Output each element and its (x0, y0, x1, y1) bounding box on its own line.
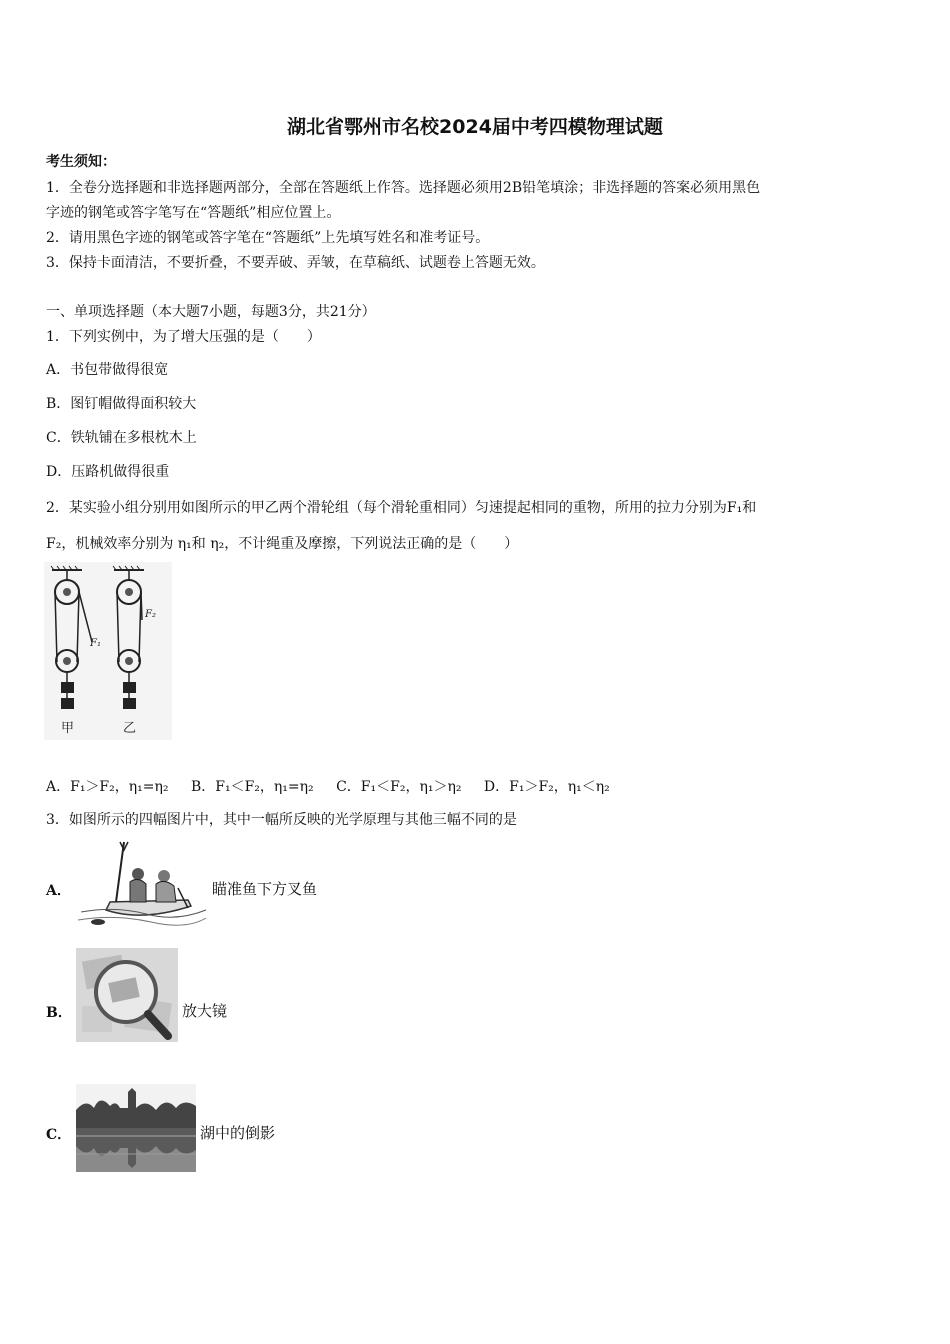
page-title: 湖北省鄂州市名校2024届中考四模物理试题 (287, 116, 663, 138)
question-2-option-c: C．F₁＜F₂，η₁＞η₂ (336, 779, 462, 795)
question-3-option-a-label: A． (46, 883, 71, 899)
pulley-figure (44, 562, 172, 740)
lake-reflection-image (76, 1084, 196, 1172)
question-2-option-b: B．F₁＜F₂，η₁=η₂ (190, 779, 314, 795)
figure-label-jia: 甲 (61, 721, 75, 736)
question-3-option-c-caption: 湖中的倒影 (200, 1124, 276, 1142)
notice-item: 1．全卷分选择题和非选择题两部分，全部在答题纸上作答。选择题必须用2B铅笔填涂；非选择题的答案必须用黑色 (46, 180, 761, 196)
question-2-stem-line1: 2．某实验小组分别用如图所示的甲乙两个滑轮组（每个滑轮重相同）匀速提起相同的重物，所用的拉力分别为F₁和 (46, 500, 757, 516)
notice-heading: 考生须知： (46, 154, 116, 170)
question-3-option-a-caption: 瞄准鱼下方叉鱼 (212, 880, 318, 898)
notice-item: 3．保持卡面清洁，不要折叠，不要弄破、弄皱，在草稿纸、试题卷上答题无效。 (46, 255, 545, 271)
question-3-option-b-caption: 放大镜 (182, 1002, 228, 1020)
question-3-stem: 3．如图所示的四幅图片中，其中一幅所反映的光学原理与其他三幅不同的是 (46, 812, 517, 828)
question-1-option-d: D．压路机做得很重 (46, 464, 170, 480)
question-1-option-c: C．铁轨铺在多根枕木上 (46, 430, 197, 446)
question-2-option-a: A．F₁＞F₂，η₁=η₂ (46, 779, 169, 795)
figure-label-yi: 乙 (123, 721, 137, 736)
magnifier-image (76, 948, 178, 1042)
question-3-option-b-label: B． (46, 1005, 72, 1021)
question-2-option-d: D．F₁＞F₂，η₁＜η₂ (483, 779, 610, 795)
question-1-stem: 1．下列实例中，为了增大压强的是（ ） (46, 329, 321, 345)
notice-item: 2．请用黑色字迹的钢笔或答字笔在“答题纸”上先填写姓名和准考证号。 (46, 230, 490, 246)
force-label-f2: F₂ (145, 609, 156, 620)
force-label-f1: F₁ (90, 638, 101, 649)
section-heading: 一、单项选择题（本大题7小题，每题3分，共21分） (46, 304, 376, 320)
fishing-boat-image (76, 840, 208, 932)
question-2-options (46, 776, 628, 796)
question-2-stem-line2: F₂，机械效率分别为 η₁和 η₂，不计绳重及摩擦，下列说法正确的是（ ） (46, 536, 519, 552)
notice-item: 字迹的钢笔或答字笔写在“答题纸”相应位置上。 (46, 205, 341, 221)
question-1-option-a: A．书包带做得很宽 (46, 362, 169, 378)
question-3-option-c-label: C． (46, 1127, 72, 1143)
question-1-option-b: B．图钉帽做得面积较大 (46, 396, 197, 412)
